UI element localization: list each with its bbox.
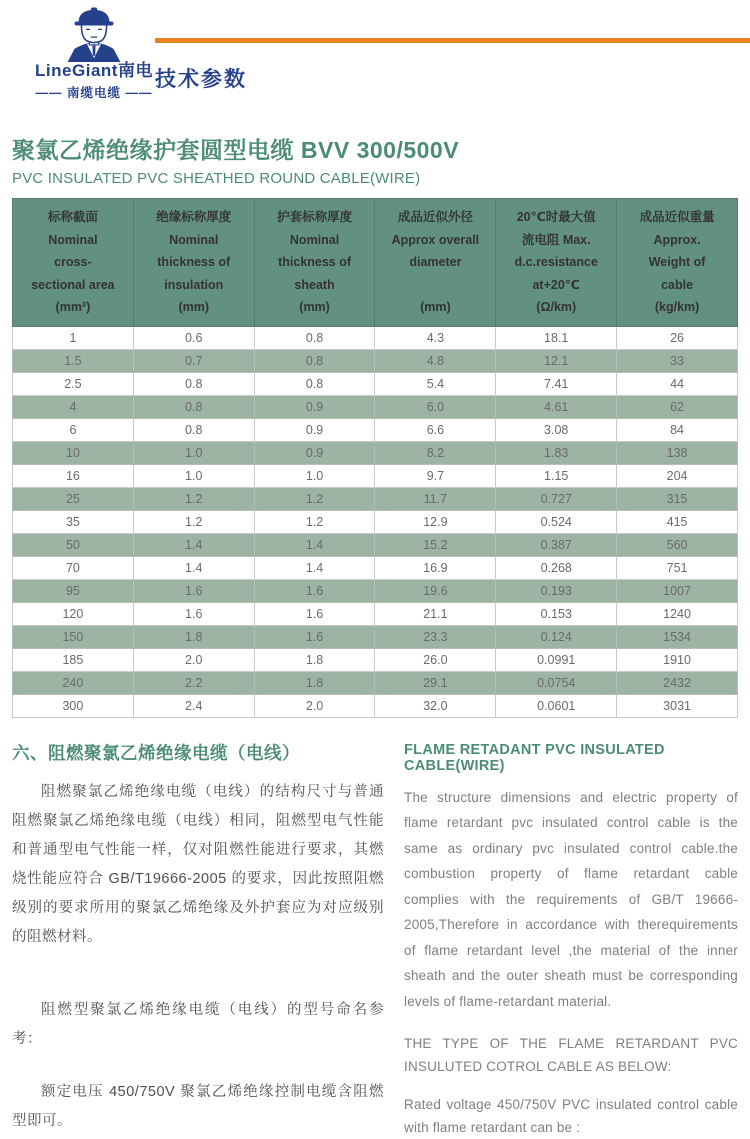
table-cell: 44 — [617, 372, 738, 395]
company-logo — [32, 6, 156, 101]
table-cell: 1.4 — [133, 533, 254, 556]
table-cell: 0.8 — [254, 349, 375, 372]
table-cell: 3031 — [617, 694, 738, 717]
table-row — [13, 418, 738, 441]
table-cell: 1.15 — [496, 464, 617, 487]
table-row — [13, 326, 738, 349]
table-cell: 21.1 — [375, 602, 496, 625]
table-cell: 4.8 — [375, 349, 496, 372]
english-column — [404, 740, 738, 1139]
table-cell: 2432 — [617, 671, 738, 694]
column-header: 成品近似外径 Approx overall diameter (mm) — [375, 199, 496, 327]
table-row — [13, 510, 738, 533]
zh-paragraph-2: 阻燃型聚氯乙烯绝缘电缆（电线）的型号命名参考： — [12, 996, 384, 1054]
table-cell: 1910 — [617, 648, 738, 671]
en-paragraph-1: The structure dimensions and electric property of flame retardant pvc insulated control cable is the same as ordinary pvc insulated control cable.the combustion property of flame retardant cable complies with the requirements of GB/T 19666-2005,Therefore in accordance with therequirements of flame retardant level ,the material of the inner sheath and the outer sheath must be corresponding levels of flame-retardant material. — [404, 785, 738, 1015]
page-section-label: 技术参数 — [155, 63, 750, 93]
table-cell: 7.41 — [496, 372, 617, 395]
spec-table — [12, 198, 738, 718]
table-cell: 0.124 — [496, 625, 617, 648]
table-cell: 3.08 — [496, 418, 617, 441]
table-cell: 26.0 — [375, 648, 496, 671]
page-header — [0, 0, 750, 118]
header-divider-rule — [155, 38, 750, 43]
table-cell: 1.8 — [254, 648, 375, 671]
table-cell: 1.4 — [254, 533, 375, 556]
zh-paragraph-3: 额定电压 450/750V 聚氯乙烯绝缘控制电缆含阻燃型即可。 — [12, 1078, 384, 1136]
table-cell: 2.4 — [133, 694, 254, 717]
table-cell: 35 — [13, 510, 134, 533]
table-cell: 29.1 — [375, 671, 496, 694]
column-header: 护套标称厚度 Nominal thickness of sheath (mm) — [254, 199, 375, 327]
table-cell: 751 — [617, 556, 738, 579]
table-cell: 1.0 — [254, 464, 375, 487]
table-cell: 12.9 — [375, 510, 496, 533]
table-cell: 4.3 — [375, 326, 496, 349]
table-row — [13, 464, 738, 487]
en-paragraph-2: THE TYPE OF THE FLAME RETARDANT PVC INSULUTED COTROL CABLE AS BELOW: — [404, 1032, 738, 1078]
table-cell: 1.6 — [133, 602, 254, 625]
table-cell: 0.8 — [133, 395, 254, 418]
table-cell: 11.7 — [375, 487, 496, 510]
table-cell: 1.6 — [254, 602, 375, 625]
table-cell: 204 — [617, 464, 738, 487]
product-title-zh: 聚氯乙烯绝缘护套圆型电缆 BVV 300/500V — [12, 132, 738, 165]
table-cell: 6 — [13, 418, 134, 441]
table-cell: 1.83 — [496, 441, 617, 464]
table-cell: 1.6 — [254, 579, 375, 602]
en-paragraph-3: Rated voltage 450/750V PVC insulated control cable with flame retardant can be : — [404, 1093, 738, 1139]
table-cell: 150 — [13, 625, 134, 648]
logo-wordmark: LineGiant南电 — [32, 62, 156, 81]
engineer-mascot-icon — [32, 6, 156, 62]
table-cell: 12.1 — [496, 349, 617, 372]
section-heading-zh: 六、阻燃聚氯乙烯绝缘电缆（电线） — [12, 740, 384, 765]
spec-table-section — [0, 187, 750, 718]
table-cell: 1.8 — [133, 625, 254, 648]
table-cell: 23.3 — [375, 625, 496, 648]
table-cell: 560 — [617, 533, 738, 556]
table-row — [13, 395, 738, 418]
table-cell: 8.2 — [375, 441, 496, 464]
table-cell: 2.2 — [133, 671, 254, 694]
table-cell: 9.7 — [375, 464, 496, 487]
table-cell: 5.4 — [375, 372, 496, 395]
table-row — [13, 694, 738, 717]
table-cell: 16.9 — [375, 556, 496, 579]
table-cell: 1.0 — [133, 464, 254, 487]
table-cell: 1.2 — [133, 510, 254, 533]
table-cell: 0.7 — [133, 349, 254, 372]
table-cell: 0.9 — [254, 418, 375, 441]
table-cell: 1.2 — [254, 487, 375, 510]
table-cell: 62 — [617, 395, 738, 418]
table-row — [13, 625, 738, 648]
section-heading-en: FLAME RETADANT PVC INSULATED CABLE(WIRE) — [404, 742, 738, 774]
table-cell: 33 — [617, 349, 738, 372]
table-cell: 1.8 — [254, 671, 375, 694]
table-cell: 19.6 — [375, 579, 496, 602]
table-cell: 2.0 — [133, 648, 254, 671]
table-cell: 0.8 — [133, 372, 254, 395]
zh-paragraph-1: 阻燃聚氯乙烯绝缘电缆（电线）的结构尺寸与普通阻燃聚氯乙烯绝缘电缆（电线）相同，阻燃型电气性能和普通型电气性能一样，仅对阻燃性能进行要求，其燃烧性能应符合 GB/T19666-2005 的要求，因此按照阻燃级别的要求所用的聚氯乙烯绝缘及外护套应为对应级别的阻燃材料。 — [12, 778, 384, 952]
table-cell: 0.268 — [496, 556, 617, 579]
table-cell: 1240 — [617, 602, 738, 625]
table-cell: 1.2 — [254, 510, 375, 533]
table-cell: 0.524 — [496, 510, 617, 533]
table-cell: 0.9 — [254, 395, 375, 418]
table-cell: 2.0 — [254, 694, 375, 717]
table-cell: 1.2 — [133, 487, 254, 510]
table-row — [13, 602, 738, 625]
product-title-block — [0, 118, 750, 187]
table-cell: 0.0601 — [496, 694, 617, 717]
table-cell: 84 — [617, 418, 738, 441]
table-cell: 1534 — [617, 625, 738, 648]
table-row — [13, 648, 738, 671]
table-cell: 0.153 — [496, 602, 617, 625]
table-cell: 185 — [13, 648, 134, 671]
table-cell: 315 — [617, 487, 738, 510]
table-cell: 16 — [13, 464, 134, 487]
table-cell: 240 — [13, 671, 134, 694]
table-cell: 6.6 — [375, 418, 496, 441]
table-row — [13, 533, 738, 556]
table-cell: 50 — [13, 533, 134, 556]
table-cell: 1007 — [617, 579, 738, 602]
column-header: 20℃时最大值 流电阻 Max. d.c.resistance at+20℃ (Ω/km) — [496, 199, 617, 327]
table-cell: 0.8 — [133, 418, 254, 441]
table-cell: 0.193 — [496, 579, 617, 602]
logo-subtitle: —— 南缆电缆 —— — [32, 83, 156, 101]
table-row — [13, 372, 738, 395]
table-cell: 1.4 — [254, 556, 375, 579]
flame-retardant-section — [0, 718, 750, 1139]
table-cell: 0.0991 — [496, 648, 617, 671]
table-cell: 1 — [13, 326, 134, 349]
table-cell: 1.6 — [133, 579, 254, 602]
table-cell: 300 — [13, 694, 134, 717]
table-cell: 0.387 — [496, 533, 617, 556]
table-cell: 0.8 — [254, 372, 375, 395]
table-cell: 138 — [617, 441, 738, 464]
table-cell: 15.2 — [375, 533, 496, 556]
table-cell: 25 — [13, 487, 134, 510]
product-title-en: PVC INSULATED PVC SHEATHED ROUND CABLE(WIRE) — [12, 170, 738, 187]
table-cell: 70 — [13, 556, 134, 579]
table-row — [13, 556, 738, 579]
column-header: 标称截面 Nominal cross- sectional area (mm²) — [13, 199, 134, 327]
table-cell: 6.0 — [375, 395, 496, 418]
table-row — [13, 487, 738, 510]
table-cell: 4.61 — [496, 395, 617, 418]
table-cell: 0.9 — [254, 441, 375, 464]
table-cell: 2.5 — [13, 372, 134, 395]
table-cell: 26 — [617, 326, 738, 349]
table-cell: 1.6 — [254, 625, 375, 648]
table-row — [13, 579, 738, 602]
spec-table-body — [13, 326, 738, 717]
table-cell: 0.6 — [133, 326, 254, 349]
table-row — [13, 671, 738, 694]
column-header: 成品近似重量 Approx. Weight of cable (kg/km) — [617, 199, 738, 327]
table-cell: 32.0 — [375, 694, 496, 717]
table-cell: 0.8 — [254, 326, 375, 349]
chinese-column — [12, 740, 384, 1139]
table-cell: 0.0754 — [496, 671, 617, 694]
table-cell: 95 — [13, 579, 134, 602]
table-cell: 1.0 — [133, 441, 254, 464]
table-cell: 1.5 — [13, 349, 134, 372]
table-row — [13, 349, 738, 372]
table-cell: 415 — [617, 510, 738, 533]
table-cell: 0.727 — [496, 487, 617, 510]
table-cell: 120 — [13, 602, 134, 625]
column-header: 绝缘标称厚度 Nominal thickness of insulation (mm) — [133, 199, 254, 327]
table-cell: 10 — [13, 441, 134, 464]
table-row — [13, 441, 738, 464]
spec-table-header-row — [13, 199, 738, 327]
table-cell: 18.1 — [496, 326, 617, 349]
table-cell: 1.4 — [133, 556, 254, 579]
table-cell: 4 — [13, 395, 134, 418]
